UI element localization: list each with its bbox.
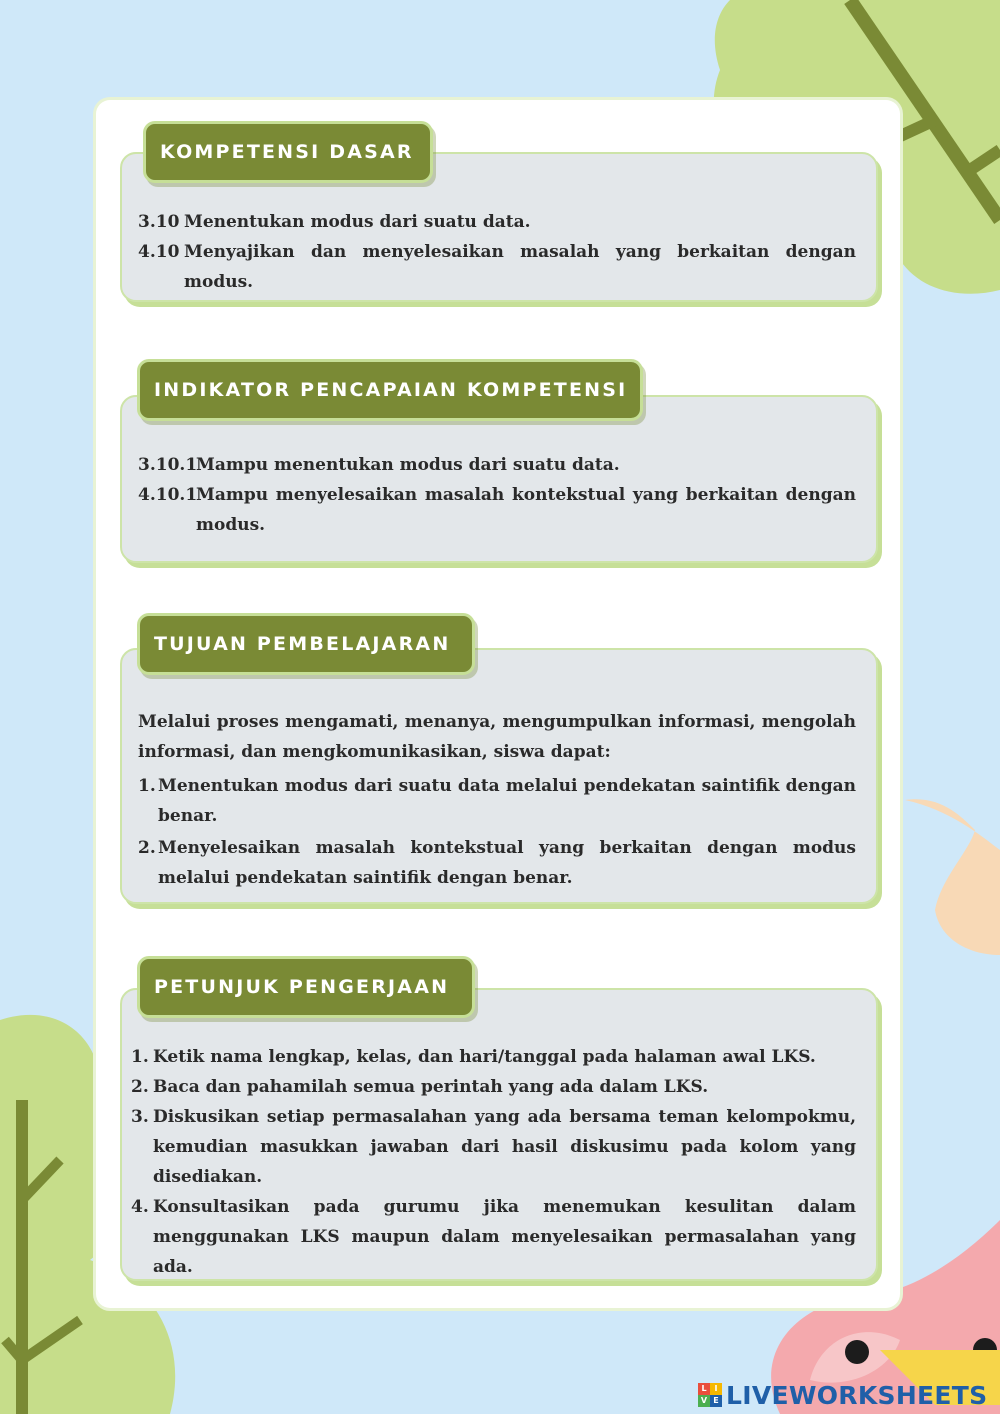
list-item <box>138 833 856 893</box>
item-number: 1. <box>138 776 156 796</box>
kompetensi-dasar-title: KOMPETENSI DASAR <box>143 121 433 183</box>
item-number: 2. <box>138 838 156 858</box>
tujuan-title: TUJUAN PEMBELAJARAN <box>137 613 475 675</box>
item-text: Menyelesaikan masalah kontekstual yang berkaitan dengan modus melalui pendekatan saintifik dengan benar. <box>158 838 856 888</box>
item-text: Menentukan modus dari suatu data. <box>184 212 531 232</box>
item-text: Konsultasikan pada gurumu jika menemukan kesulitan dalam menggunakan LKS maupun dalam menyelesaikan permasalahan yang ada. <box>153 1197 856 1277</box>
orange-swirl-decoration <box>900 790 1000 960</box>
tujuan-content <box>138 707 856 893</box>
indikator-title: INDIKATOR PENCAPAIAN KOMPETENSI <box>137 359 643 421</box>
item-text: Mampu menentukan modus dari suatu data. <box>196 455 620 475</box>
item-text: Baca dan pahamilah semua perintah yang ada dalam LKS. <box>153 1077 709 1097</box>
item-number: 3.10.1 <box>138 455 198 475</box>
item-number: 4. <box>131 1197 149 1217</box>
liveworksheets-mark-icon <box>698 1383 722 1407</box>
list-item <box>138 207 856 237</box>
item-number: 3. <box>131 1107 149 1127</box>
item-text: Menyajikan dan menyelesaikan masalah yang berkaitan dengan modus. <box>184 242 856 292</box>
indikator-list <box>138 450 856 540</box>
petunjuk-list <box>131 1042 856 1282</box>
liveworksheets-brand-text: LIVEWORKSHEETS <box>726 1380 988 1410</box>
list-item <box>131 1192 856 1282</box>
tujuan-intro: Melalui proses mengamati, menanya, mengumpulkan informasi, mengolah informasi, dan mengkomunikasikan, siswa dapat: <box>138 712 856 762</box>
mark-letter: E <box>710 1395 722 1407</box>
mark-letter: L <box>698 1383 710 1395</box>
list-item <box>131 1102 856 1192</box>
petunjuk-title: PETUNJUK PENGERJAAN <box>137 956 475 1018</box>
item-number: 3.10 <box>138 212 180 232</box>
list-item <box>138 237 856 297</box>
mark-letter: I <box>710 1383 722 1395</box>
item-number: 1. <box>131 1047 149 1067</box>
mark-letter: V <box>698 1395 710 1407</box>
kompetensi-dasar-list <box>138 207 856 297</box>
list-item <box>138 480 856 540</box>
liveworksheets-logo[interactable] <box>698 1378 994 1412</box>
item-number: 4.10 <box>138 242 180 262</box>
list-item <box>138 771 856 831</box>
list-item <box>138 450 856 480</box>
item-text: Mampu menyelesaikan masalah kontekstual yang berkaitan dengan modus. <box>196 485 856 535</box>
item-text: Ketik nama lengkap, kelas, dan hari/tanggal pada halaman awal LKS. <box>153 1047 816 1067</box>
list-item <box>131 1072 856 1102</box>
item-text: Diskusikan setiap permasalahan yang ada bersama teman kelompokmu, kemudian masukkan jawaban dari hasil diskusimu pada kolom yang disediakan. <box>153 1107 856 1187</box>
item-number: 4.10.1 <box>138 485 198 505</box>
list-item <box>131 1042 856 1072</box>
item-text: Menentukan modus dari suatu data melalui pendekatan saintifik dengan benar. <box>158 776 856 826</box>
item-number: 2. <box>131 1077 149 1097</box>
